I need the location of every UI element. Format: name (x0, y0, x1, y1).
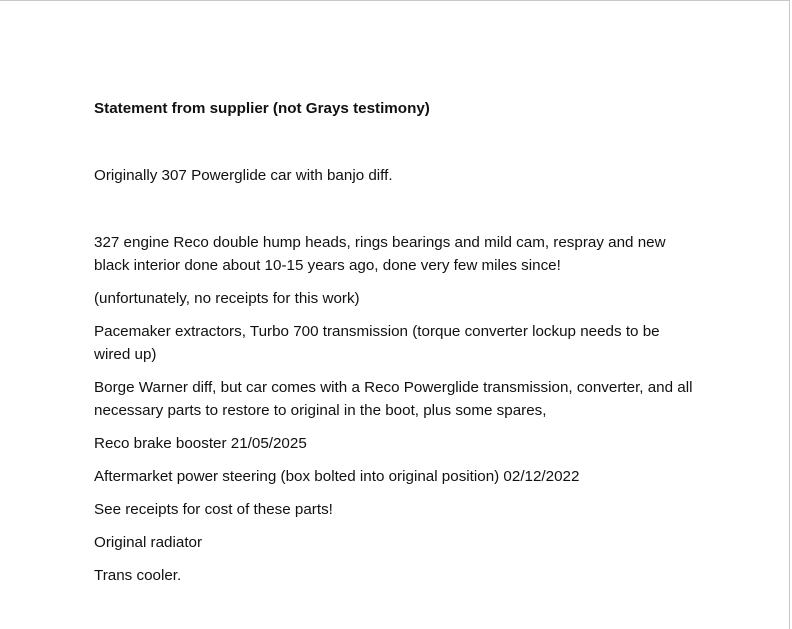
paragraph-extractors: Pacemaker extractors, Turbo 700 transmission (torque converter lockup needs to be wired up) (94, 323, 660, 363)
paragraph-engine: 327 engine Reco double hump heads, rings bearings and mild cam, respray and new black interior done about 10-15 years ago, done very few miles since! (94, 234, 666, 274)
document-heading: Statement from supplier (not Grays testimony) (94, 100, 430, 117)
paragraph-brake-booster: Reco brake booster 21/05/2025 (94, 435, 307, 452)
paragraph-see-receipts: See receipts for cost of these parts! (94, 501, 333, 518)
paragraph-diff: Borge Warner diff, but car comes with a Reco Powerglide transmission, converter, and all necessary parts to restore to original in the boot, plus some spares, (94, 379, 693, 419)
document-body (94, 97, 694, 587)
paragraph-original-config: Originally 307 Powerglide car with banjo diff. (94, 167, 393, 184)
paragraph-power-steering: Aftermarket power steering (box bolted into original position) 02/12/2022 (94, 468, 580, 485)
paragraph-no-receipts: (unfortunately, no receipts for this work) (94, 290, 360, 307)
paragraph-trans-cooler: Trans cooler. (94, 567, 182, 584)
paragraph-radiator: Original radiator (94, 534, 203, 551)
